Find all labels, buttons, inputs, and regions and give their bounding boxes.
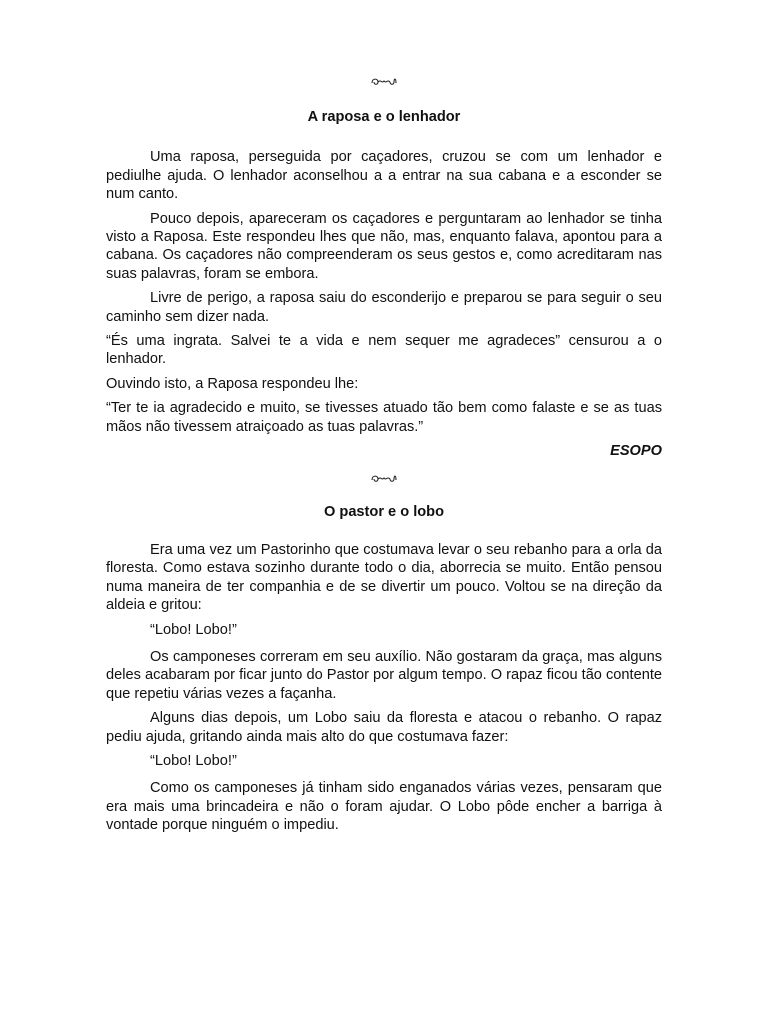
paragraph: Alguns dias depois, um Lobo saiu da floresta e atacou o rebanho. O rapaz pediu ajuda, gritando ainda mais alto do que costumava fazer: (106, 710, 662, 745)
paragraph: Livre de perigo, a raposa saiu do esconderijo e preparou se para seguir o seu caminho sem dizer nada. (106, 290, 662, 325)
paragraph: Ouvindo isto, a Raposa respondeu lhe: (106, 375, 359, 392)
paragraph: Uma raposa, perseguida por caçadores, cruzou se com um lenhador e pediulhe ajuda. O lenhador aconselhou a a entrar na sua cabana e a esconder se num canto. (106, 149, 662, 203)
quote-paragraph: “Ter te ia agradecido e muito, se tivesses atuado tão bem como falaste e se as tuas mãos não tivessem atraiçoado as tuas palavras.” (106, 400, 662, 435)
exclamation-line: “Lobo! Lobo!” (150, 752, 237, 769)
story-title: A raposa e o lenhador (307, 109, 461, 125)
fleuron-icon (369, 472, 399, 484)
document-page (106, 74, 662, 841)
author-name: ESOPO (610, 443, 662, 460)
exclamation-line: “Lobo! Lobo!” (150, 621, 237, 638)
section-ornament-icon (106, 74, 662, 94)
story-section (106, 471, 662, 835)
paragraph: Como os camponeses já tinham sido enganados várias vezes, pensaram que era mais uma brincadeira e não o foram ajudar. O Lobo pôde encher a barriga à vontade porque ninguém o impediu. (106, 780, 662, 834)
quote-paragraph: “És uma ingrata. Salvei te a vida e nem sequer me agradeces” censurou a o lenhador. (106, 333, 662, 368)
paragraph: Pouco depois, apareceram os caçadores e perguntaram ao lenhador se tinha visto a Raposa. Este respondeu lhes que não, mas, enquanto falava, apontou para a cabana. Os caçadores não compreenderam os seus gestos e, como acreditaram nas suas palavras, foram se embora. (106, 210, 662, 282)
section-ornament-icon (106, 471, 662, 491)
story-title: O pastor e o lobo (324, 503, 444, 520)
fleuron-icon (369, 75, 399, 87)
paragraph: Era uma vez um Pastorinho que costumava levar o seu rebanho para a orla da floresta. Como estava sozinho durante todo o dia, aborrecia se muito. Então pensou numa maneira de ter companhia e de se divertir um pouco. Voltou se na direção da aldeia e gritou: (106, 541, 662, 614)
paragraph: Os camponeses correram em seu auxílio. Não gostaram da graça, mas alguns deles acabaram por ficar junto do Pastor por algum tempo. O rapaz ficou tão contente que repetiu várias vezes a façanha. (106, 648, 662, 702)
